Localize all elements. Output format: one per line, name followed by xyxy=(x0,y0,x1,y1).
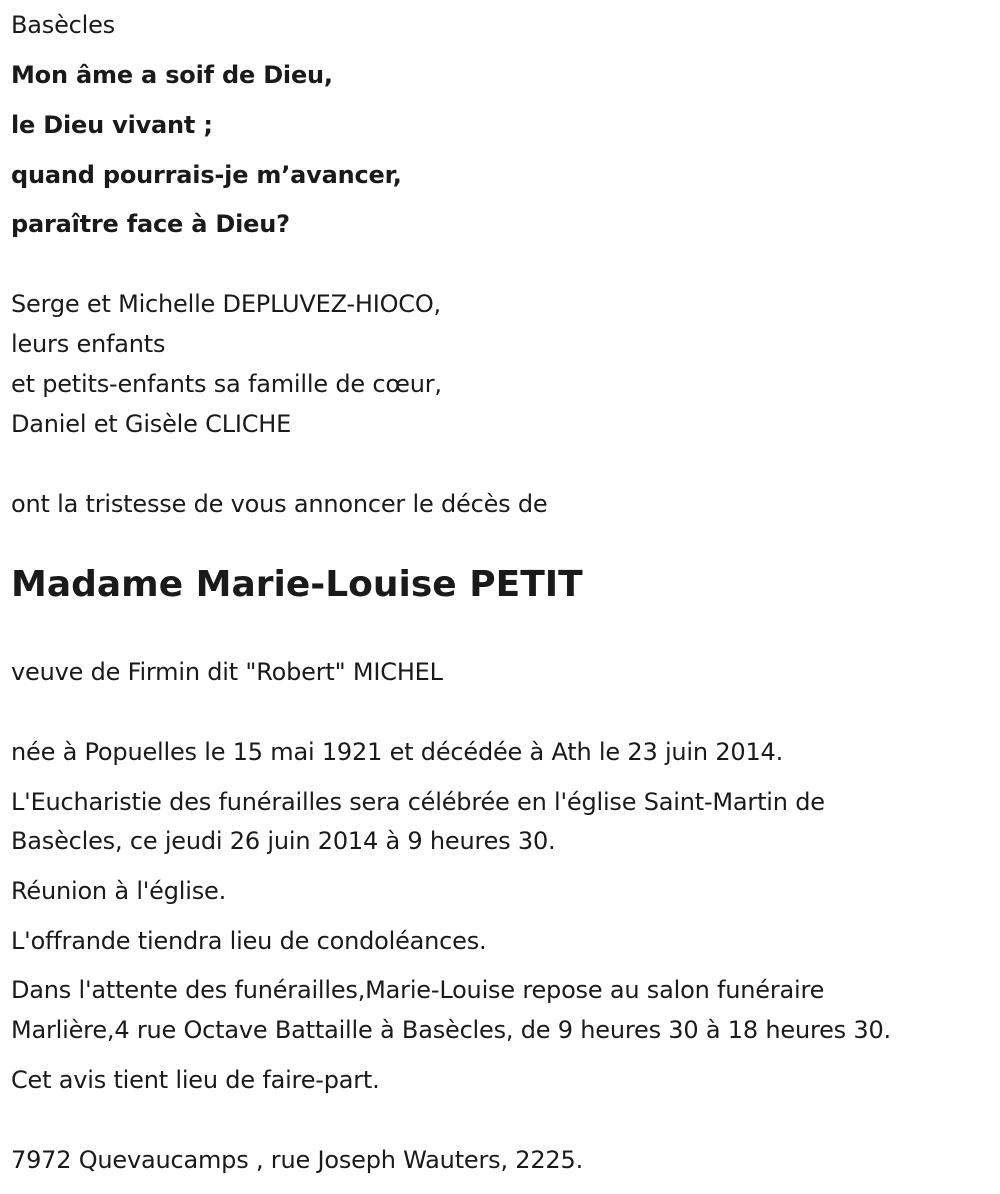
eucharist-text: Basècles, ce jeudi 26 juin 2014 à 9 heures 30. xyxy=(11,827,556,855)
rest-text: Marlière,4 rue Octave Battaille à Basècles, de 9 heures 30 à 18 heures 30. xyxy=(11,1016,891,1044)
verse-line: le Dieu vivant ; xyxy=(11,111,213,139)
family-line: Serge et Michelle DEPLUVEZ-HIOCO, xyxy=(11,290,441,318)
address: 7972 Quevaucamps , rue Joseph Wauters, 2225. xyxy=(11,1146,584,1174)
eucharist-text: L'Eucharistie des funérailles sera célébrée en l'église Saint-Martin de xyxy=(11,788,825,816)
verse-line: quand pourrais-je m’avancer, xyxy=(11,161,402,189)
announcement: ont la tristesse de vous annoncer le décès de xyxy=(11,490,548,518)
deceased-name: Madame Marie-Louise PETIT xyxy=(11,564,583,605)
verse-line: paraître face à Dieu? xyxy=(11,210,290,238)
birth-death: née à Popuelles le 15 mai 1921 et décédée à Ath le 23 juin 2014. xyxy=(11,738,784,766)
verse-line: Mon âme a soif de Dieu, xyxy=(11,61,333,89)
family-line: leurs enfants xyxy=(11,330,166,358)
location: Basècles xyxy=(11,11,115,39)
family-line: et petits-enfants sa famille de cœur, xyxy=(11,370,442,398)
rest-text: Dans l'attente des funérailles,Marie-Louise repose au salon funéraire xyxy=(11,976,825,1004)
widow-of: veuve de Firmin dit "Robert" MICHEL xyxy=(11,658,443,686)
family-line: Daniel et Gisèle CLICHE xyxy=(11,410,292,438)
notice-text: Cet avis tient lieu de faire-part. xyxy=(11,1066,380,1094)
offering-text: L'offrande tiendra lieu de condoléances. xyxy=(11,927,487,955)
meeting-text: Réunion à l'église. xyxy=(11,877,227,905)
